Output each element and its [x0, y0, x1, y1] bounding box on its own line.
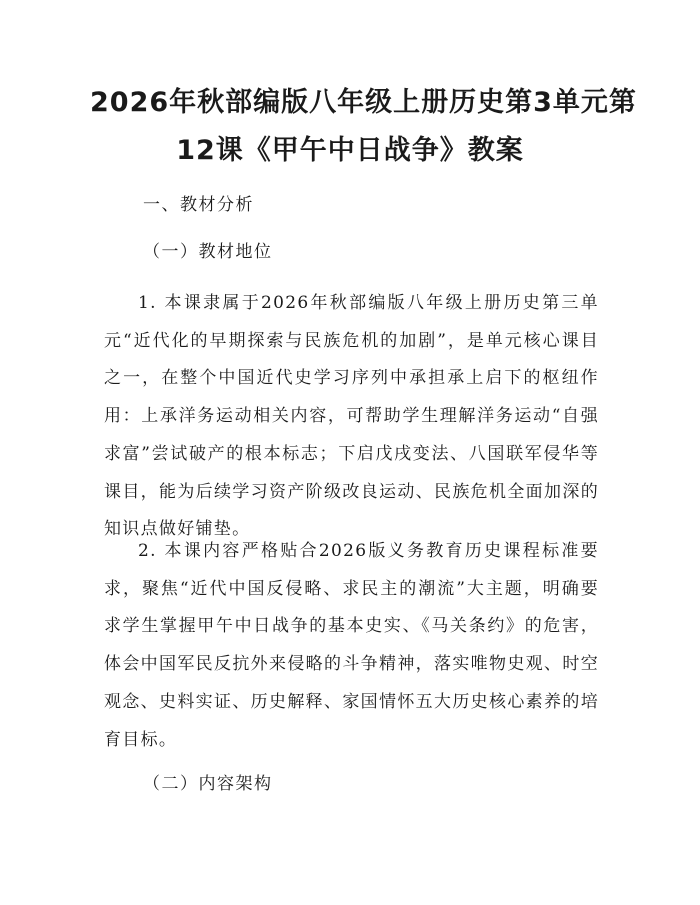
document-title-line-1: 2026年秋部编版八年级上册历史第3单元第 [90, 87, 637, 118]
paragraph-1: 1. 本课隶属于2026年秋部编版八年级上册历史第三单元“近代化的早期探索与民族危机的加剧”，是单元核心课目之一，在整个中国近代史学习序列中承担承上启下的枢纽作用：上承洋务运动相关内容，可帮助学生理解洋务运动“自强求富”尝试破产的根本标志；下启戊戌变法、八国联军侵华等课目，能为后续学习资产阶级改良运动、民族危机全面加深的知识点做好铺垫。 [104, 293, 599, 540]
subsection-heading-content-structure: （二）内容架构 [143, 774, 273, 794]
paragraph-2: 2. 本课内容严格贴合2026版义务教育历史课程标准要求，聚焦“近代中国反侵略、求民主的潮流”大主题，明确要求学生掌握甲午中日战争的基本史实、《马关条约》的危害，体会中国军民反抗外来侵略的斗争精神，落实唯物史观、时空观念、史料实证、历史解释、家国情怀五大历史核心素养的培育目标。 [104, 541, 599, 750]
document-title-line-2: 12课《甲午中日战争》教案 [176, 135, 524, 166]
subsection-heading-material-position: （一）教材地位 [143, 242, 273, 262]
section-heading-teaching-material-analysis: 一、教材分析 [143, 195, 254, 215]
